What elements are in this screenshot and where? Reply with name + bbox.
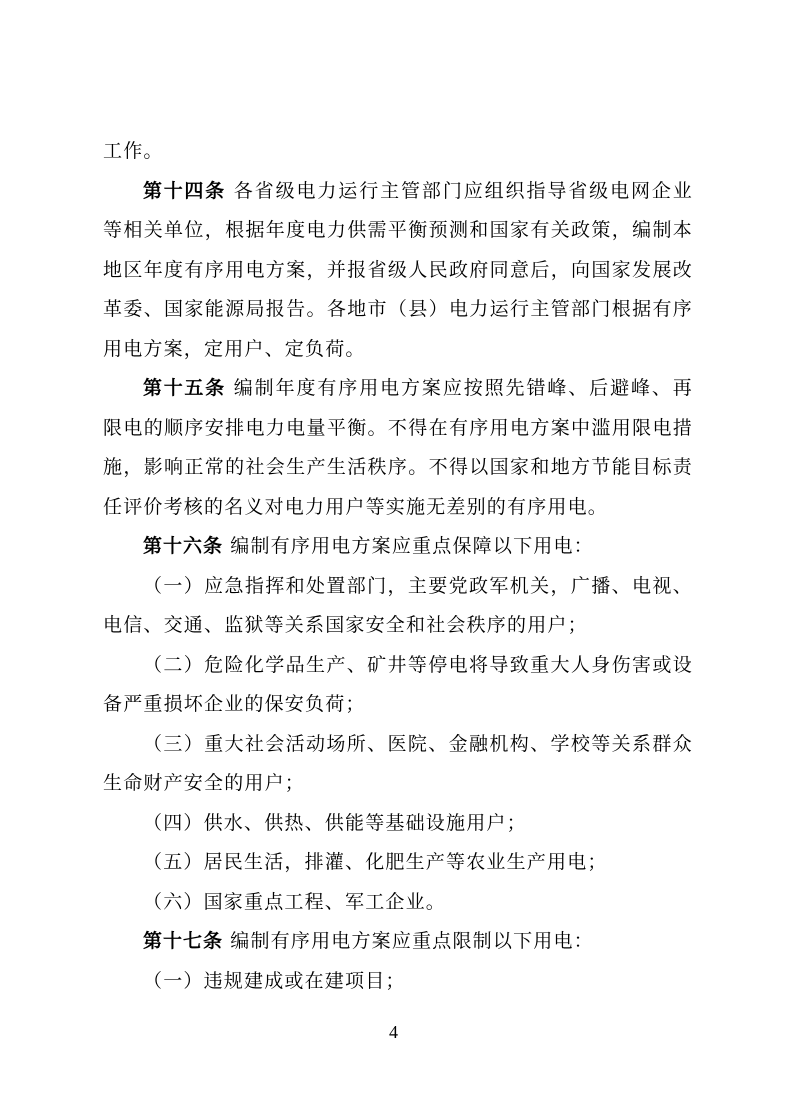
page-number: 4 — [389, 1022, 398, 1042]
list-item — [103, 843, 693, 883]
article-label: 第十六条 — [143, 535, 224, 557]
article-16 — [103, 527, 693, 567]
paragraph-text: 编制有序用电方案应重点限制以下用电： — [230, 930, 594, 952]
article-label: 第十七条 — [143, 930, 224, 952]
article-label: 第十四条 — [143, 179, 226, 202]
paragraph-text: （四）供水、供热、供能等基础设施用户； — [143, 811, 527, 834]
paragraph-text: （三）重大社会活动场所、医院、金融机构、学校等关系群众生命财产安全的用户； — [103, 732, 693, 794]
list-item — [103, 567, 693, 646]
document-body — [103, 132, 693, 1001]
list-item — [103, 804, 693, 844]
article-17 — [103, 922, 693, 962]
paragraph-text: 编制年度有序用电方案应按照先错峰、后避峰、再限电的顺序安排电力电量平衡。不得在有序用电方案中滥用限电措施，影响正常的社会生产生活秩序。不得以国家和地方节能目标责任评价考核的名义对电力用户等实施无差别的有序用电。 — [103, 377, 693, 518]
paragraph-text: 编制有序用电方案应重点保障以下用电： — [230, 535, 594, 557]
paragraph-text: （五）居民生活，排灌、化肥生产等农业生产用电； — [143, 851, 608, 873]
paragraph-text: 各省级电力运行主管部门应组织指导省级电网企业等相关单位，根据年度电力供需平衡预测和国家有关政策，编制本地区年度有序用电方案，并报省级人民政府同意后，向国家发展改革委、国家能源局报告。各地市（县）电力运行主管部门根据有序用电方案，定用户、定负荷。 — [103, 179, 693, 360]
paragraph-text: 工作。 — [103, 140, 164, 162]
article-15 — [103, 369, 693, 527]
list-item — [103, 646, 693, 725]
paragraph-text: （一）应急指挥和处置部门，主要党政军机关，广播、电视、电信、交通、监狱等关系国家安全和社会秩序的用户； — [103, 574, 693, 636]
article-14 — [103, 172, 693, 370]
list-item — [103, 883, 693, 923]
article-label: 第十五条 — [143, 377, 226, 399]
paragraph-text: （六）国家重点工程、军工企业。 — [143, 890, 447, 913]
paragraph-continuation — [103, 132, 693, 172]
paragraph-text: （二）危险化学品生产、矿井等停电将导致重大人身伤害或设备严重损坏企业的保安负荷； — [103, 653, 693, 715]
list-item — [103, 962, 693, 1002]
list-item — [103, 725, 693, 804]
paragraph-text: （一）违规建成或在建项目； — [143, 969, 406, 992]
